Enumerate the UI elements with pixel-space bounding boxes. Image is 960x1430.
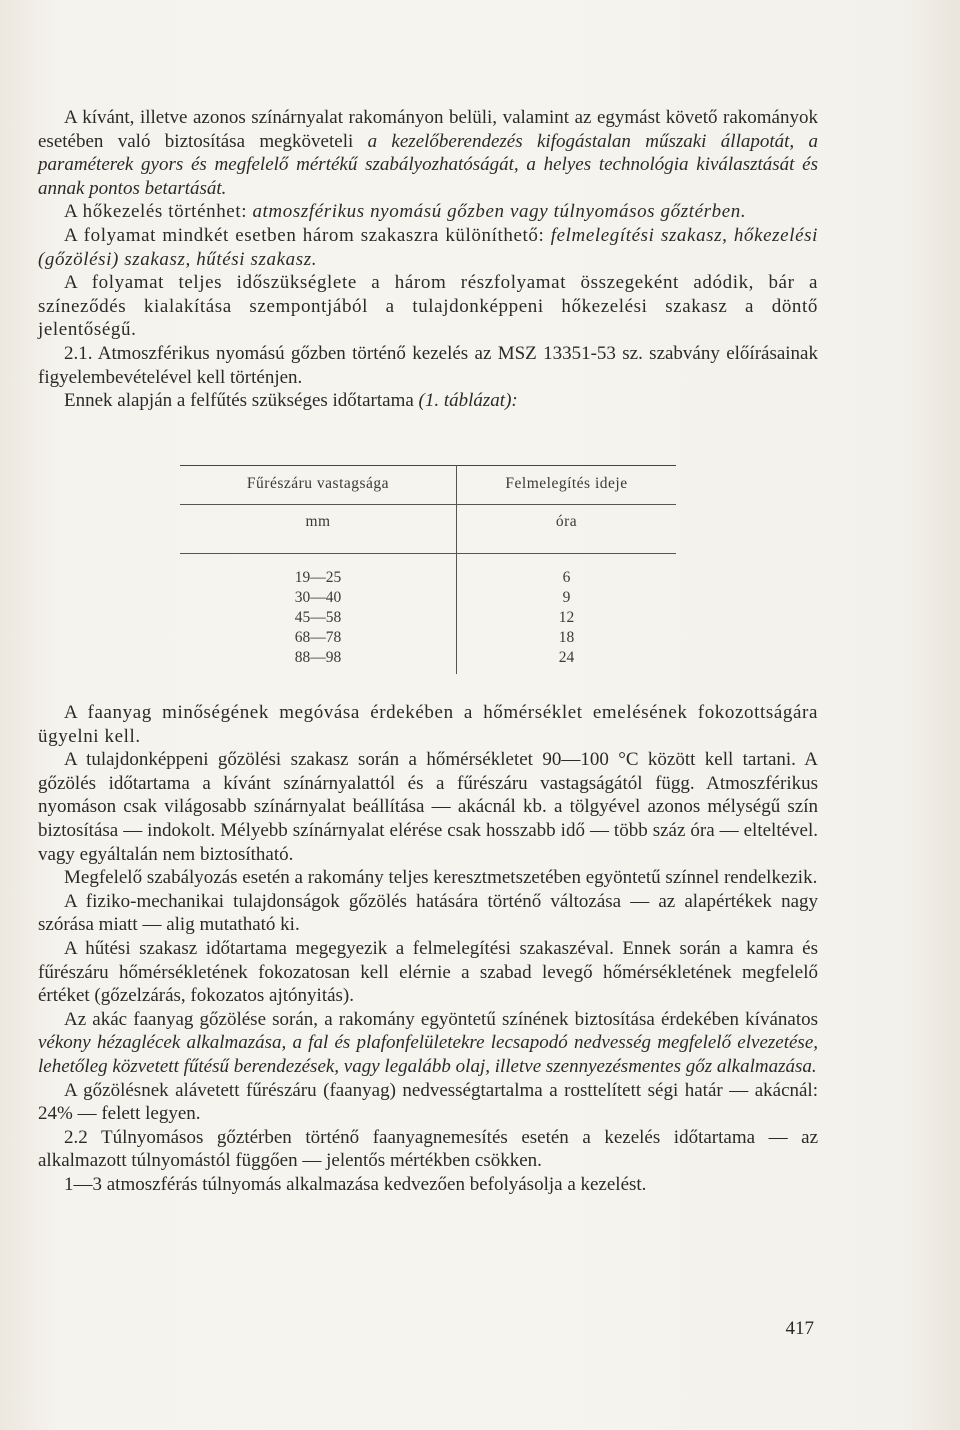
text-run: 1—3 atmoszférás túlnyomás alkalmazása kedvezően befolyásolja a kezelést. [64, 1173, 647, 1195]
paragraph [38, 1173, 818, 1197]
text-run: A faanyag minőségének megóvása érdekében a hőmérséklet emelésének fokozottságára ügyelni kell. [38, 702, 818, 747]
table-cell-hours: 12 [558, 609, 575, 626]
table-row [180, 554, 676, 589]
paragraph [38, 342, 818, 389]
paragraph [38, 224, 818, 271]
text-section-top [38, 106, 818, 413]
column-header-heating-time: Felmelegítés ideje [457, 466, 677, 505]
paragraph [38, 200, 818, 224]
unit-header-mm: mm [180, 505, 457, 554]
page-number: 417 [785, 1318, 814, 1339]
table-row [180, 608, 676, 628]
table-row [180, 588, 676, 608]
text-run: A fiziko-mechanikai tulajdonságok gőzölés hatására történő változása — az alapértékek nagy szórása miatt — alig mutatható ki. [38, 890, 818, 936]
column-header-thickness: Fűrészáru vastagsága [180, 466, 457, 505]
text-run: A hőkezelés történhet: [64, 201, 253, 223]
table-row [180, 648, 676, 674]
text-run: A hűtési szakasz időtartama megegyezik a felmelegítési szakaszéval. Ennek során a kamra és fűrészáru hőmérsékletének fokozatosan kell elérnie a szabad levegő hőmérsékletének megfelelő értéket (gőzelzárás, fokozatos ajtónyitás). [38, 937, 818, 1007]
text-run: 2.2 Túlnyomásos gőztérben történő faanyagnemesítés esetén a kezelés időtartama — az alkalmazott túlnyomástól függően — jelentős mértékben csökken. [38, 1126, 818, 1172]
italic-text-run: a kezelőberendezés kifogástalan műszaki állapotát, a paraméterek gyors és megfelelő mértékű szabályozhatóságát, a helyes technológia kiválasztását és annak pontos betartását. [38, 130, 818, 199]
unit-header-hours: óra [457, 505, 677, 554]
paragraph [38, 1126, 818, 1173]
heating-time-table [180, 465, 676, 674]
text-run: A tulajdonképpeni gőzölési szakasz során a hőmérsékletet 90—100 °C között kell tartani. A gőzölés időtartama a kívánt színárnyalattól és a fűrészáru vastagságától függ. Atmoszférikus nyomáson csak világosabb színárnyalat beállítása — akácnál kb. a tölgyével azonos mélységű szín biztosítása — indokolt. Mélyebb színárnyalat elérése csak hosszabb idő — több száz óra — elteltével. vagy egyáltalán nem biztosítható. [38, 749, 818, 865]
text-run: A folyamat mindkét esetben három szakaszra különíthető: [64, 224, 551, 246]
text-run: Ennek alapján a felfűtés szükséges időtartama [64, 390, 419, 412]
paragraph [38, 937, 818, 1008]
table-cell-hours: 18 [558, 629, 575, 646]
paragraph [38, 866, 818, 890]
table-row [180, 628, 676, 648]
italic-text-run: vékony hézaglécek alkalmazása, a fal és plafonfelületekre lecsapodó nedvesség megfelelő elvezetése, lehetőleg közvetett fűtésű berendezések, vagy legalább olaj, illetve szennyezésmentes gőz alkalmazása. [38, 1032, 818, 1077]
table-cell-thickness: 45—58 [180, 608, 457, 628]
table-cell-thickness: 19—25 [180, 554, 457, 589]
text-run: Az akác faanyag gőzölése során, a rakomány egyöntetű színének biztosítása érdekében kívánatos [64, 1008, 818, 1030]
paragraph [38, 389, 818, 413]
paragraph [38, 106, 818, 200]
table-cell-hours: 6 [457, 554, 677, 589]
text-run: A gőzölésnek alávetett fűrészáru (faanyag) nedvességtartalma a rosttelített ségi határ — akácnál: 24% — felett legyen. [38, 1079, 818, 1125]
paragraph [38, 1008, 818, 1079]
paragraph [38, 271, 818, 342]
table-cell-thickness: 30—40 [180, 588, 457, 608]
table-cell-thickness: 88—98 [180, 648, 457, 674]
text-run: A folyamat teljes időszükséglete a három részfolyamat összegeként adódik, bár a színeződés kialakítása szempontjából a tulajdonképpeni hőkezelési szakasz a döntő jelentőségű. [38, 272, 818, 341]
italic-text-run: atmoszférikus nyomású gőzben vagy túlnyomásos gőztérben. [252, 201, 747, 223]
paragraph [38, 890, 818, 937]
text-section-bottom [38, 701, 818, 1196]
text-run: 2.1. Atmoszférikus nyomású gőzben történő kezelés az MSZ 13351-53 sz. szabvány előírásainak figyelembevételével kell történjen. [38, 342, 818, 388]
paragraph [38, 1079, 818, 1126]
italic-text-run: felmelegítési szakasz, hőkezelési (gőzölési) szakasz, hűtési szakasz. [38, 224, 818, 270]
text-run: Megfelelő szabályozás esetén a rakomány teljes keresztmetszetében egyöntetű színnel rendelkezik. [64, 867, 818, 889]
paragraph [38, 701, 818, 748]
paragraph [38, 748, 818, 866]
table-cell-hours: 9 [562, 589, 571, 606]
text-run: A kívánt, illetve azonos színárnyalat rakományon belüli, valamint az egymást követő rakományok esetében való biztosítása megköveteli [38, 107, 818, 152]
table-cell-thickness: 68—78 [180, 628, 457, 648]
table-cell-hours: 24 [558, 649, 575, 666]
italic-text-run: (1. táblázat): [418, 390, 518, 412]
